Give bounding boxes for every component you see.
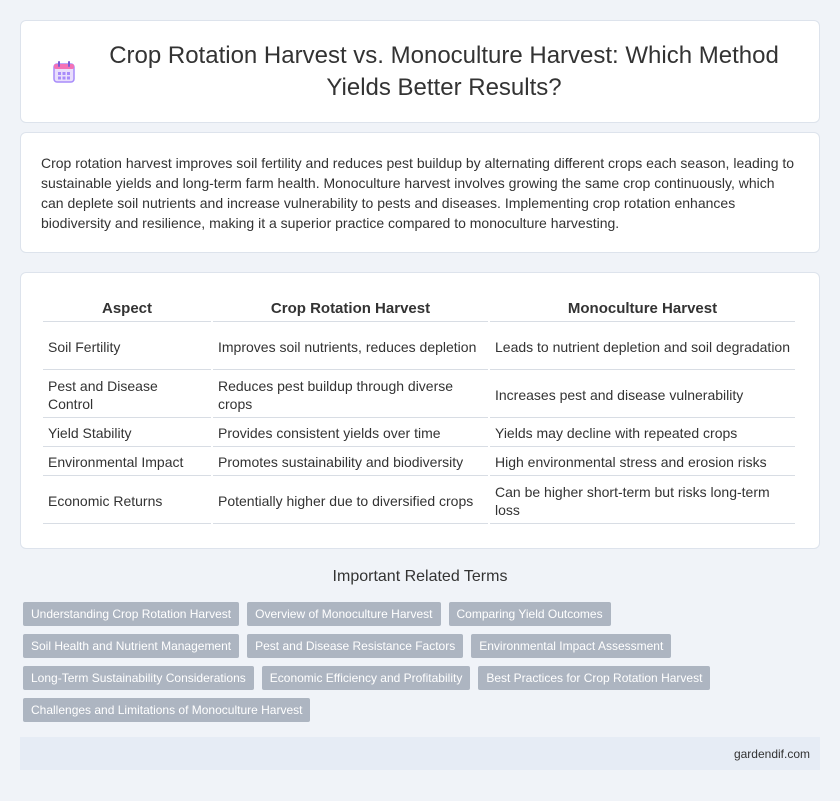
table-row	[43, 324, 795, 370]
column-header-monoculture: Monoculture Harvest	[490, 295, 795, 322]
footer-site-link[interactable]: gardendif.com	[733, 746, 810, 761]
table-cell: Promotes sustainability and biodiversity	[213, 449, 488, 476]
related-term-tag[interactable]: Soil Health and Nutrient Management	[23, 634, 239, 658]
page-title: Crop Rotation Harvest vs. Monoculture Harvest: Which Method Yields Better Results?	[109, 41, 779, 101]
table-cell: Pest and Disease Control	[43, 372, 211, 418]
table-cell: High environmental stress and erosion risks	[490, 449, 795, 476]
related-term-tag[interactable]: Overview of Monoculture Harvest	[247, 602, 440, 626]
column-header-crop-rotation: Crop Rotation Harvest	[213, 295, 488, 322]
table-cell: Yield Stability	[43, 420, 211, 447]
table-header-row	[43, 295, 795, 322]
related-term-tag[interactable]: Best Practices for Crop Rotation Harvest	[478, 666, 710, 690]
tag-row	[23, 698, 823, 722]
column-header-aspect: Aspect	[43, 295, 211, 322]
related-term-tag[interactable]: Pest and Disease Resistance Factors	[247, 634, 463, 658]
table-cell: Yields may decline with repeated crops	[490, 420, 795, 447]
related-term-tag[interactable]: Long-Term Sustainability Considerations	[23, 666, 254, 690]
table-cell: Potentially higher due to diversified crops	[213, 478, 488, 524]
footer	[20, 737, 820, 770]
related-term-tag[interactable]: Economic Efficiency and Profitability	[262, 666, 471, 690]
table-cell: Environmental Impact	[43, 449, 211, 476]
header-card	[20, 20, 820, 123]
tag-row	[23, 602, 823, 626]
table-cell: Can be higher short-term but risks long-term loss	[490, 478, 795, 524]
table-cell: Provides consistent yields over time	[213, 420, 488, 447]
table-cell: Economic Returns	[43, 478, 211, 524]
table-row	[43, 449, 795, 476]
related-term-tag[interactable]: Challenges and Limitations of Monoculture Harvest	[23, 698, 310, 722]
intro-paragraph: Crop rotation harvest improves soil fertility and reduces pest buildup by alternating different crops each season, leading to sustainable yields and long-term farm health. Monoculture harvest involves growing the same crop continuously, which can deplete soil nutrients and increase vulnerability to pests and diseases. Implementing crop rotation enhances biodiversity and resilience, making it a superior practice compared to monoculture harvesting.	[41, 155, 795, 231]
tag-row	[23, 666, 823, 690]
comparison-table-card	[20, 272, 820, 549]
table-row	[43, 372, 795, 418]
table-row	[43, 478, 795, 524]
table-row	[43, 420, 795, 447]
related-terms-tags	[23, 602, 823, 730]
related-terms-title: Important Related Terms	[332, 568, 508, 585]
related-term-tag[interactable]: Understanding Crop Rotation Harvest	[23, 602, 239, 626]
related-term-tag[interactable]: Comparing Yield Outcomes	[449, 602, 611, 626]
table-cell: Leads to nutrient depletion and soil degradation	[490, 324, 795, 370]
calendar-icon	[51, 59, 77, 85]
intro-card	[20, 132, 820, 253]
table-cell: Soil Fertility	[43, 324, 211, 370]
table-cell: Reduces pest buildup through diverse crops	[213, 372, 488, 418]
table-cell: Increases pest and disease vulnerability	[490, 372, 795, 418]
title-wrap	[21, 40, 819, 104]
table-cell: Improves soil nutrients, reduces depletion	[213, 324, 488, 370]
comparison-table	[41, 293, 797, 526]
tag-row	[23, 634, 823, 658]
related-term-tag[interactable]: Environmental Impact Assessment	[471, 634, 671, 658]
